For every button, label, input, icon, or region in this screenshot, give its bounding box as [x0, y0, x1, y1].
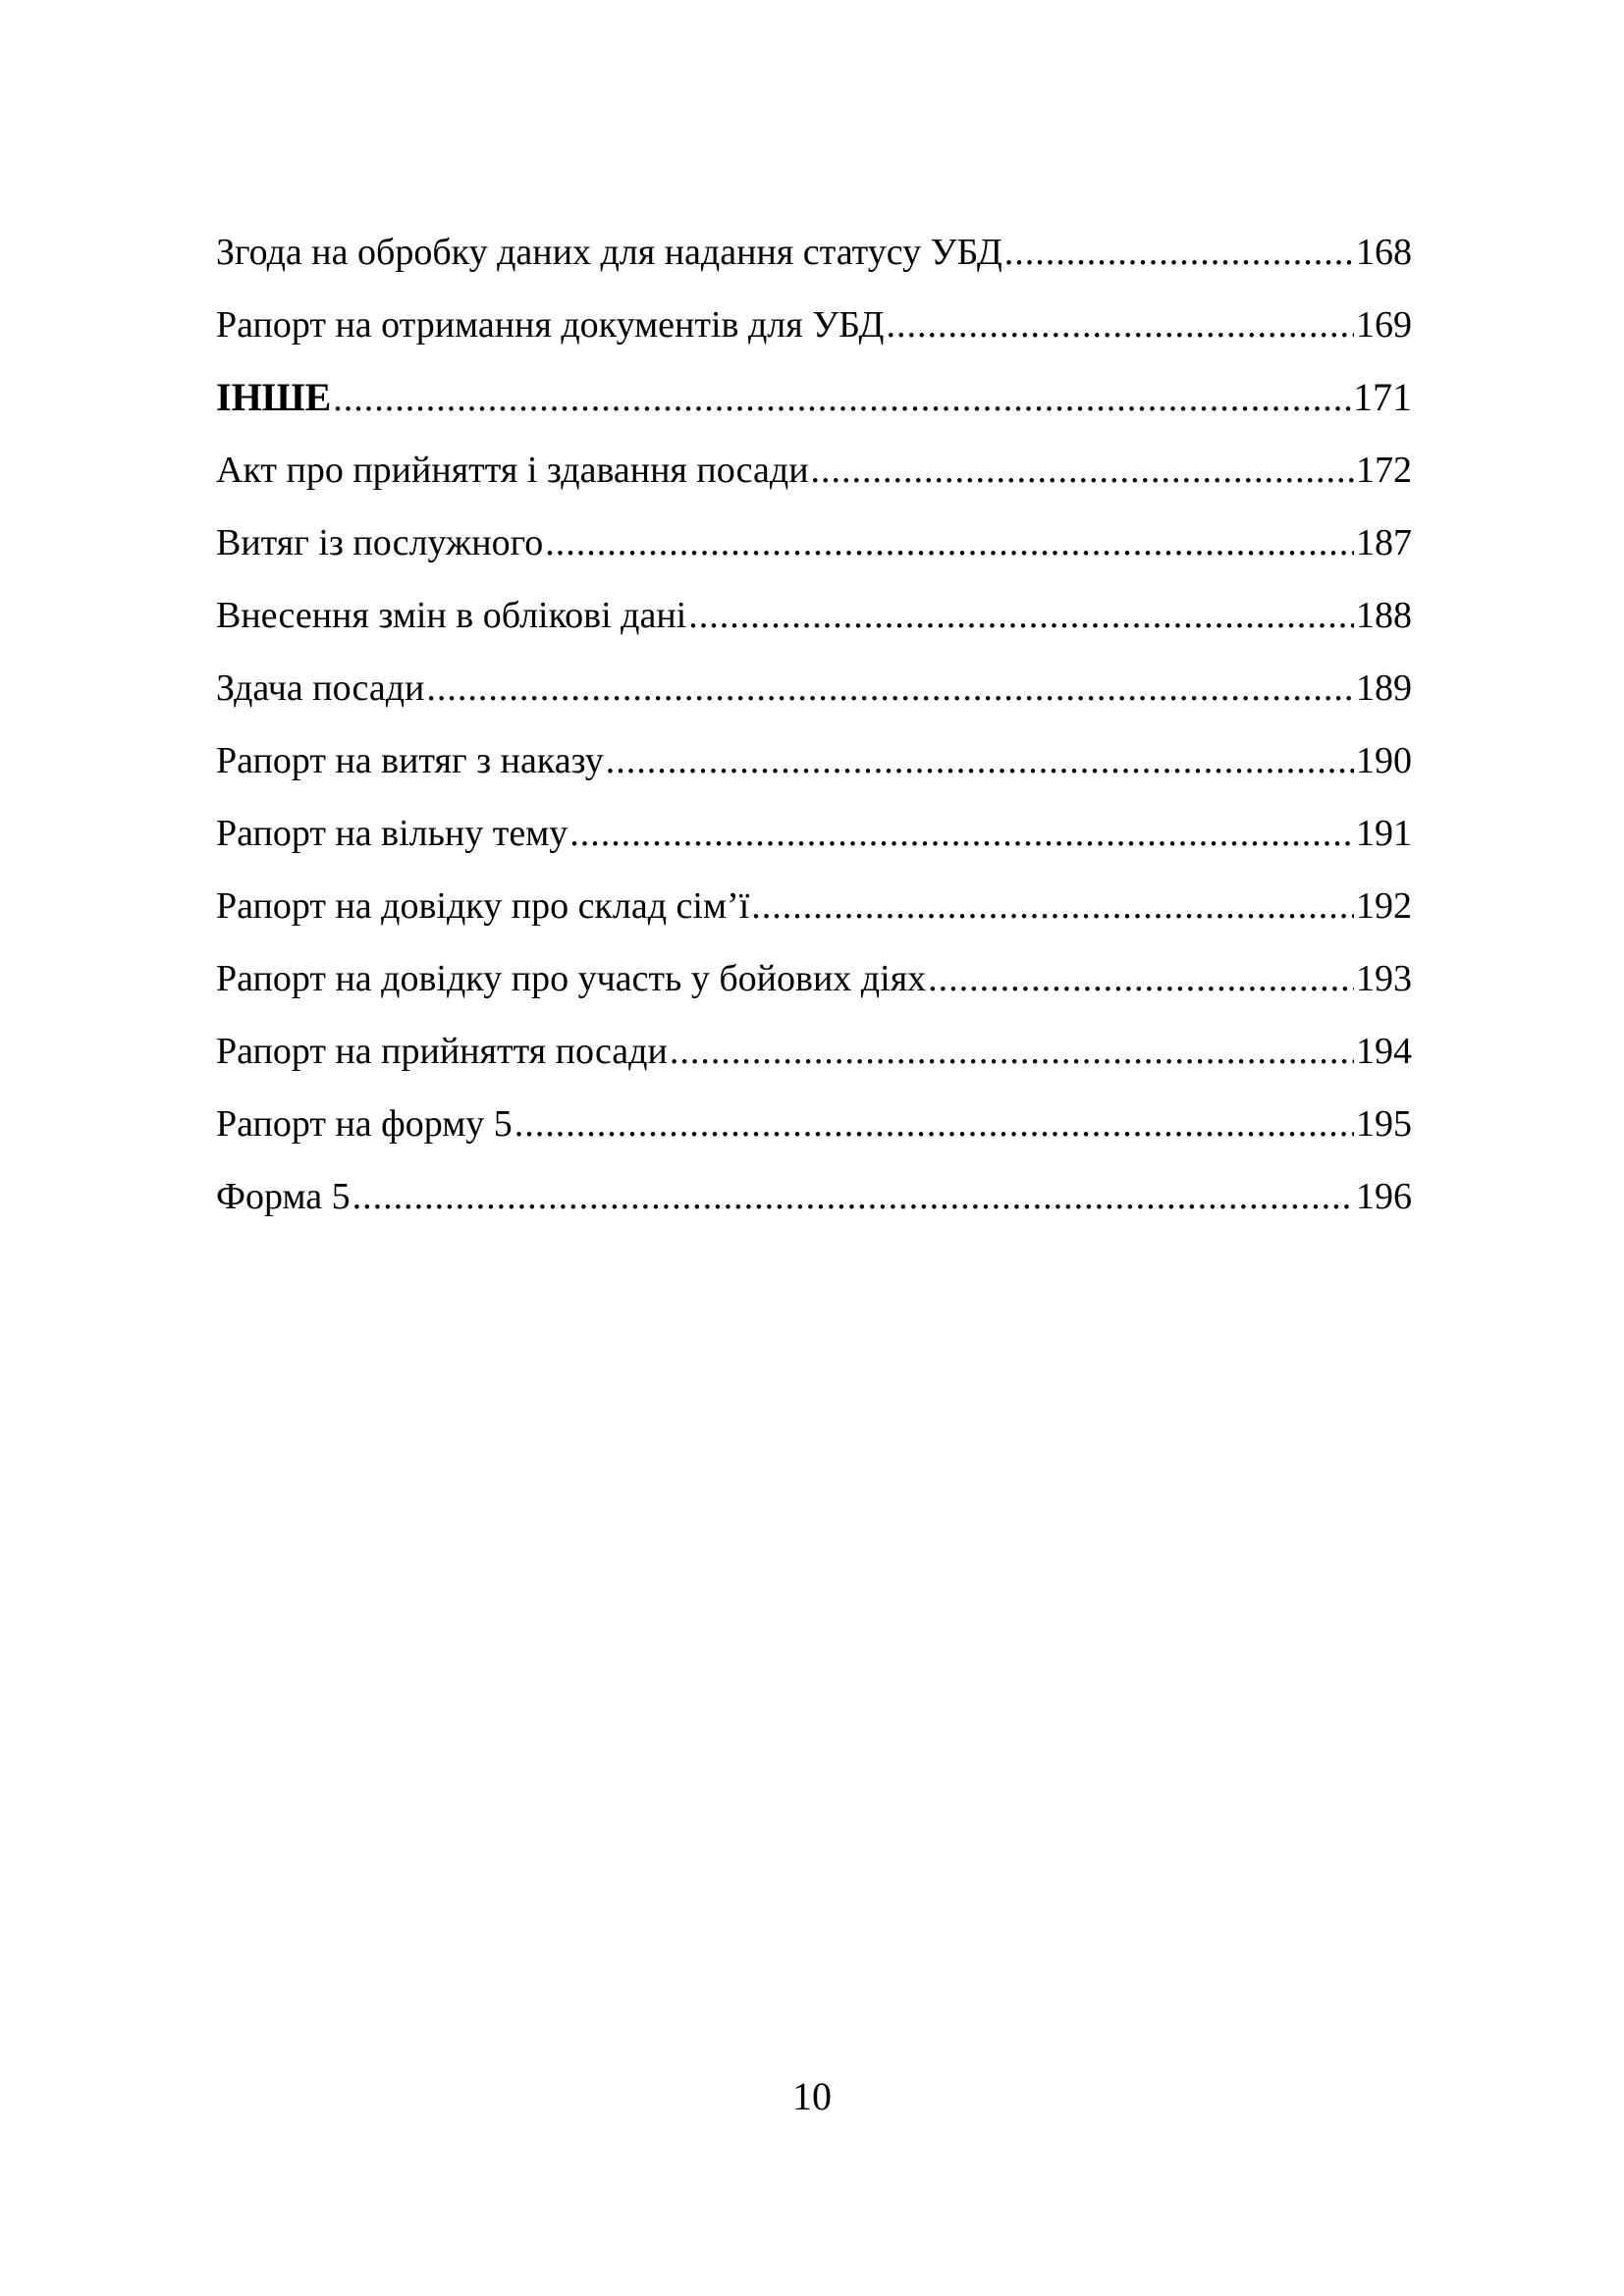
toc-entry-title: Рапорт на витяг з наказу	[216, 740, 604, 781]
toc-leader-dots	[606, 724, 1354, 797]
toc-entry-page: 187	[1356, 522, 1412, 563]
toc-entry-title: Згода на обробку даних для надання статусу УБД	[216, 232, 1002, 273]
toc-leader-dots	[333, 362, 1351, 434]
toc-entry[interactable]	[216, 1088, 1412, 1160]
toc-entry[interactable]	[216, 942, 1412, 1015]
toc-entry-title: Здача посади	[216, 667, 425, 709]
toc-leader-dots	[811, 434, 1354, 507]
toc-leader-dots	[688, 579, 1354, 652]
toc-entry-page: 195	[1356, 1103, 1412, 1145]
toc-leader-dots	[1004, 216, 1354, 289]
toc-entry-title: Форма 5	[216, 1176, 351, 1217]
toc-entry[interactable]	[216, 1015, 1412, 1088]
toc-entry-title: Рапорт на прийняття посади	[216, 1031, 668, 1072]
toc-leader-dots	[514, 1088, 1354, 1160]
toc-entry-page: 191	[1356, 813, 1412, 854]
toc-leader-dots	[751, 870, 1354, 942]
toc-entry-page: 194	[1356, 1031, 1412, 1072]
toc-leader-dots	[670, 1015, 1354, 1088]
table-of-contents	[216, 216, 1412, 1233]
toc-entry[interactable]	[216, 579, 1412, 652]
toc-leader-dots	[426, 652, 1354, 724]
toc-entry-page: 168	[1356, 232, 1412, 273]
toc-entry-title: Акт про прийняття і здавання посади	[216, 450, 809, 491]
toc-leader-dots	[928, 942, 1354, 1015]
toc-entry[interactable]	[216, 289, 1412, 361]
toc-entry[interactable]	[216, 870, 1412, 942]
toc-entry-page: 190	[1356, 740, 1412, 781]
toc-entry-page: 172	[1356, 450, 1412, 491]
toc-entry-title: Рапорт на отримання документів для УБД	[216, 304, 885, 346]
toc-leader-dots	[545, 507, 1354, 579]
toc-entry-page: 189	[1356, 667, 1412, 709]
toc-entry-page: 171	[1353, 375, 1412, 419]
toc-entry[interactable]	[216, 434, 1412, 507]
toc-entry-page: 169	[1356, 304, 1412, 346]
toc-entry-title: Рапорт на вільну тему	[216, 813, 568, 854]
toc-entry-page: 196	[1356, 1176, 1412, 1217]
toc-entry-title: Рапорт на форму 5	[216, 1103, 513, 1145]
toc-section-title: ІНШЕ	[216, 375, 332, 419]
toc-entry-page: 188	[1356, 595, 1412, 636]
toc-entry[interactable]	[216, 1160, 1412, 1233]
toc-entry[interactable]	[216, 507, 1412, 579]
toc-entry-title: Рапорт на довідку про склад сім’ї	[216, 885, 750, 927]
toc-leader-dots	[352, 1160, 1354, 1233]
toc-leader-dots	[886, 289, 1354, 361]
toc-entry[interactable]	[216, 652, 1412, 724]
toc-entry-page: 193	[1356, 958, 1412, 999]
toc-entry-title: Рапорт на довідку про участь у бойових діях	[216, 958, 927, 999]
toc-entry-title: Витяг із послужного	[216, 522, 544, 563]
toc-leader-dots	[569, 797, 1354, 870]
page-number: 10	[792, 2074, 832, 2118]
toc-entry[interactable]	[216, 797, 1412, 870]
toc-section-heading[interactable]	[216, 361, 1412, 434]
toc-entry-page: 192	[1356, 885, 1412, 927]
toc-entry-title: Внесення змін в облікові дані	[216, 595, 687, 636]
toc-entry[interactable]	[216, 216, 1412, 289]
toc-entry[interactable]	[216, 724, 1412, 797]
